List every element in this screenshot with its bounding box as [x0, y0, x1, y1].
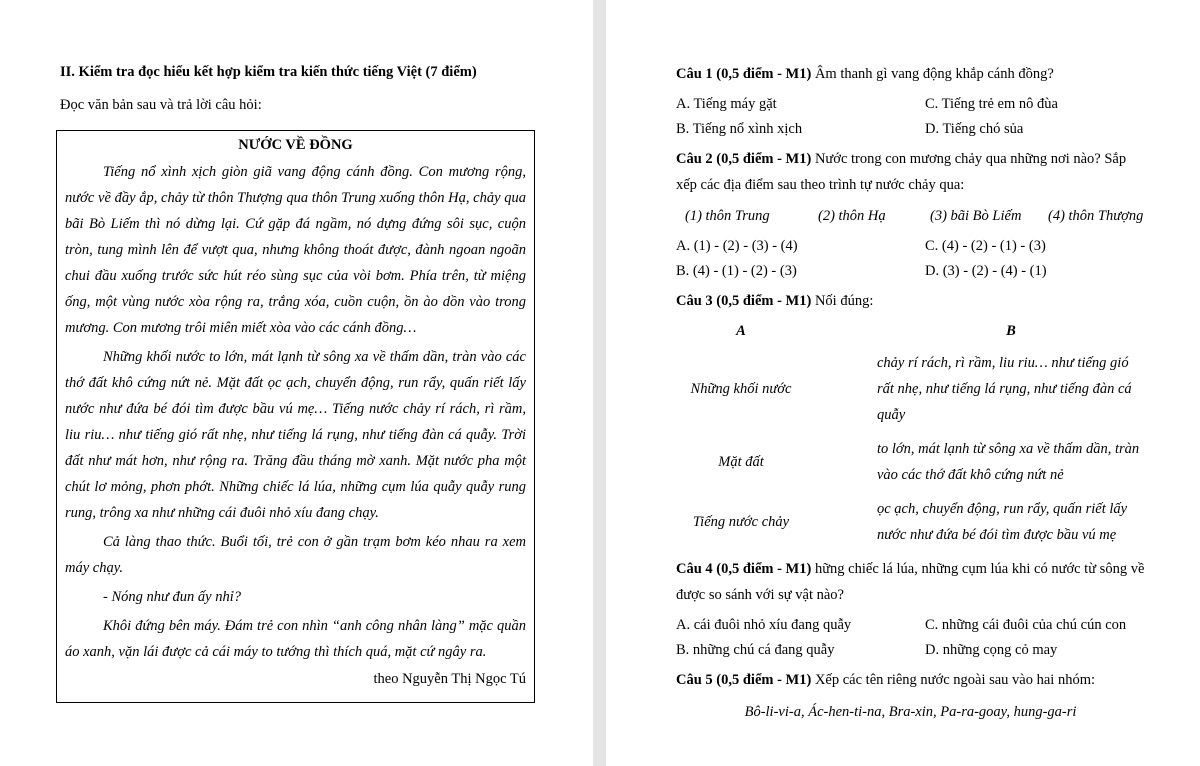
question-label: Câu 1 (0,5 điểm - M1): [676, 66, 812, 82]
question-body: Nước trong con mương chảy qua những nơi nào? Sắp xếp các địa điểm sau theo trình tự nước chảy qua:: [676, 151, 1127, 193]
answer-options: [676, 613, 1145, 662]
sequence-item-3: (3) bãi Bò Liếm: [930, 208, 1022, 224]
match-row: [676, 350, 1145, 428]
question-block-4: [676, 556, 1145, 662]
answer-option-d: D. (3) - (2) - (4) - (1): [925, 262, 1047, 279]
document-page-right: [606, 0, 1200, 766]
section-heading: II. Kiểm tra đọc hiểu kết hợp kiểm tra kiến thức tiếng Việt (7 điểm): [60, 64, 477, 80]
answer-options: [676, 234, 1145, 283]
reading-passage-box: [56, 130, 535, 703]
question-label: Câu 3 (0,5 điểm - M1): [676, 293, 812, 309]
question-block-5: [676, 667, 1145, 725]
passage-paragraph: Những khối nước to lớn, mát lạnh từ sông xa về thấm dần, tràn vào các thớ đất khô cứng nứt nẻ. Mặt đất ọc ạch, chuyển động, run rẩy, quấn riết lấy nước như đứa bé đói tìm được bầu vú mẹ… Tiếng nước chảy rí rách, rì rầm, liu riu… như tiếng gió rất nhẹ, như tiếng lá rụng, như tiếng đàn cá quẫy. Trời đất như mát hơn, như rộng ra. Trăng đầu tháng mờ xanh. Mặt nước pha một chút lơ mỏng, phơn phớt. Những chiếc lá lúa, những cụm lúa quẫy quẫy rung rung, trông xa như những cái đuôi nhỏ xíu đang chạy.: [65, 349, 526, 521]
sequence-item-1: (1) thôn Trung: [685, 208, 770, 224]
answer-option-d: D. những cọng cỏ may: [925, 641, 1058, 658]
answer-option-a: A. cái đuôi nhỏ xíu đang quẫy: [676, 617, 852, 633]
match-item-a: Tiếng nước chảy: [692, 514, 790, 530]
answer-option-b: B. (4) - (1) - (2) - (3): [676, 262, 797, 279]
question-text: [676, 667, 1145, 693]
question-text: [676, 556, 1145, 608]
question-body: hững chiếc lá lúa, những cụm lúa khi có nước từ sông về được so sánh với sự vật nào?: [676, 561, 1145, 603]
match-item-b: to lớn, mát lạnh từ sông xa về thấm dần, tràn vào các thớ đất khô cứng nứt nẻ: [877, 441, 1140, 483]
reading-passage: [65, 159, 526, 665]
sequence-item-4: (4) thôn Thượng: [1048, 208, 1144, 224]
answer-option-a: A. (1) - (2) - (3) - (4): [676, 238, 798, 254]
question-text: [676, 288, 1145, 314]
passage-paragraph: Cả làng thao thức. Buổi tối, trẻ con ở gần trạm bơm kéo nhau ra xem máy chạy.: [65, 534, 526, 576]
match-item-b: chảy rí rách, rì rầm, liu riu… như tiếng gió rất nhẹ, như tiếng lá rụng, như tiếng đàn cá quẫy: [877, 355, 1132, 423]
question-body: Âm thanh gì vang động khắp cánh đồng?: [814, 66, 1054, 82]
answer-option-c: C. (4) - (2) - (1) - (3): [925, 238, 1046, 254]
match-item-b: ọc ạch, chuyển động, run rẩy, quấn riết lấy nước như đứa bé đói tìm được bầu vú mẹ: [877, 501, 1128, 543]
foreign-names-line: Bô-li-vi-a, Ác-hen-ti-na, Bra-xin, Pa-ra-goay, hung-ga-ri: [744, 704, 1077, 720]
answer-options: [676, 92, 1145, 141]
answer-option-c: C. những cái đuôi của chú cún con: [925, 617, 1127, 633]
match-row: [676, 436, 1145, 488]
answer-option-b: B. những chú cá đang quẫy: [676, 641, 835, 658]
page-gap-divider: [593, 0, 606, 766]
passage-paragraph: - Nóng như đun ấy nhỉ?: [103, 589, 241, 605]
question-text: [676, 146, 1145, 198]
question-block-2: [676, 146, 1145, 283]
match-col-header-b: B: [1006, 323, 1016, 339]
question-label: Câu 2 (0,5 điểm - M1): [676, 151, 812, 167]
document-page-left: [0, 0, 593, 766]
passage-author: theo Nguyễn Thị Ngọc Tú: [373, 671, 526, 687]
passage-paragraph: Tiếng nổ xình xịch giòn giã vang động cánh đồng. Con mương rộng, nước về đầy ắp, chảy từ thôn Thượng qua thôn Trung xuống thôn Hạ, chảy qua bãi Bò Liếm thì nó dừng lại. Cứ gặp đá ngầm, nó dựng đứng sôi sục, cuộn tròn, tung mình lên để vượt qua, nhưng không thoát được, đành ngoan ngoãn chui đầu xuống trước sức hút réo sùng sục của vòi bơm. Phía trên, từ miệng ống, một vùng nước xòa rộng ra, trắng xóa, cuồn cuộn, ồn ào dồn vào trong mương. Con mương trôi miên miết xòa vào các cánh đồng…: [65, 164, 526, 336]
question-label: Câu 4 (0,5 điểm - M1): [676, 561, 812, 577]
match-table: [676, 318, 1145, 548]
question-body: Xếp các tên riêng nước ngoài sau vào hai nhóm:: [814, 672, 1096, 688]
question-block-1: [676, 61, 1145, 141]
match-table-header: [676, 318, 1145, 344]
match-row: [676, 496, 1145, 548]
match-item-a: Những khối nước: [690, 381, 792, 397]
answer-option-a: A. Tiếng máy gặt: [676, 96, 777, 112]
passage-paragraph: Khôi đứng bên máy. Đám trẻ con nhìn “anh công nhân làng” mặc quần áo xanh, vặn lái được cả cái máy to tướng thì thích quá, mặt cứ ngây ra.: [65, 618, 526, 660]
sequence-items-row: [676, 203, 1145, 229]
answer-option-d: D. Tiếng chó sủa: [925, 120, 1024, 137]
question-body: Nối đúng:: [814, 293, 874, 309]
answer-option-b: B. Tiếng nổ xình xịch: [676, 120, 803, 137]
passage-title: NƯỚC VỀ ĐỒNG: [238, 137, 353, 153]
question-block-3: [676, 288, 1145, 548]
sequence-item-2: (2) thôn Hạ: [818, 208, 886, 224]
match-col-header-a: A: [736, 323, 746, 339]
instruction-text: Đọc văn bản sau và trả lời câu hỏi:: [60, 97, 262, 113]
match-item-a: Mặt đất: [718, 454, 764, 470]
answer-option-c: C. Tiếng trẻ em nô đùa: [925, 96, 1058, 112]
question-text: [676, 61, 1145, 87]
question-label: Câu 5 (0,5 điểm - M1): [676, 672, 812, 688]
